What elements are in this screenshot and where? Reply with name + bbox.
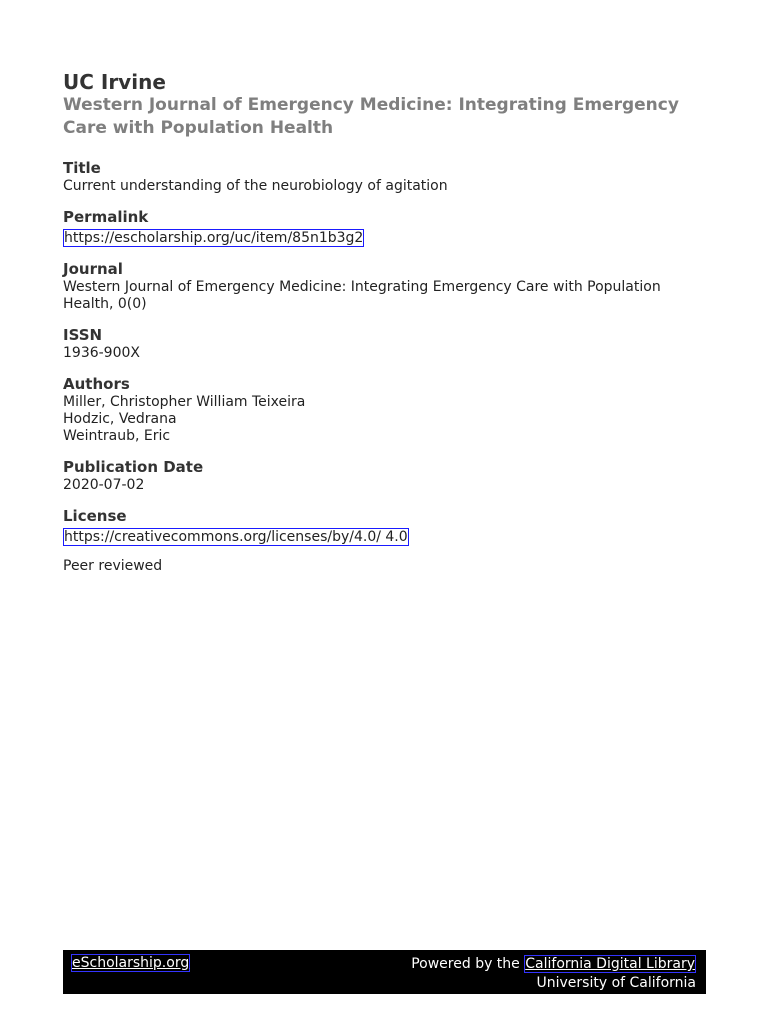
field-authors-label: Authors: [63, 375, 130, 393]
peer-reviewed-note: Peer reviewed: [63, 558, 163, 574]
field-title: [63, 158, 706, 195]
author-name: Miller, Christopher William Teixeira: [63, 394, 306, 410]
field-license: [63, 506, 706, 546]
field-license-label: License: [63, 507, 127, 525]
cover-page: [63, 70, 706, 575]
footer-left: [71, 955, 190, 971]
powered-by-line: [411, 955, 696, 974]
campus-name: UC Irvine: [63, 70, 166, 94]
field-title-label: Title: [63, 159, 101, 177]
series-title: Western Journal of Emergency Medicine: Integrating Emergency Care with Population Health: [63, 95, 679, 138]
field-authors: [63, 374, 706, 445]
field-permalink-label: Permalink: [63, 208, 149, 226]
footer-right: [411, 955, 696, 993]
field-permalink: [63, 207, 706, 247]
escholarship-link[interactable]: eScholarship.org: [72, 955, 190, 971]
field-publication-date-value: 2020-07-02: [63, 477, 145, 493]
author-name: Hodzic, Vedrana: [63, 411, 177, 427]
powered-by-text: Powered by the: [411, 956, 525, 972]
field-journal: [63, 259, 706, 313]
field-issn-label: ISSN: [63, 326, 103, 344]
cdl-link[interactable]: California Digital Library: [525, 956, 695, 972]
footer-bar: [63, 950, 706, 994]
field-issn-value: 1936-900X: [63, 345, 140, 361]
field-title-value: Current understanding of the neurobiology of agitation: [63, 178, 448, 194]
license-link[interactable]: https://creativecommons.org/licenses/by/4.0/ 4.0: [64, 529, 408, 545]
field-issn: [63, 325, 706, 362]
field-journal-value: Western Journal of Emergency Medicine: Integrating Emergency Care with Population Health, 0(0): [63, 279, 661, 312]
university-name: University of California: [536, 975, 696, 991]
field-journal-label: Journal: [63, 260, 123, 278]
permalink-link[interactable]: https://escholarship.org/uc/item/85n1b3g2: [64, 230, 364, 246]
field-publication-date: [63, 457, 706, 494]
field-publication-date-label: Publication Date: [63, 458, 204, 476]
author-name: Weintraub, Eric: [63, 428, 171, 444]
